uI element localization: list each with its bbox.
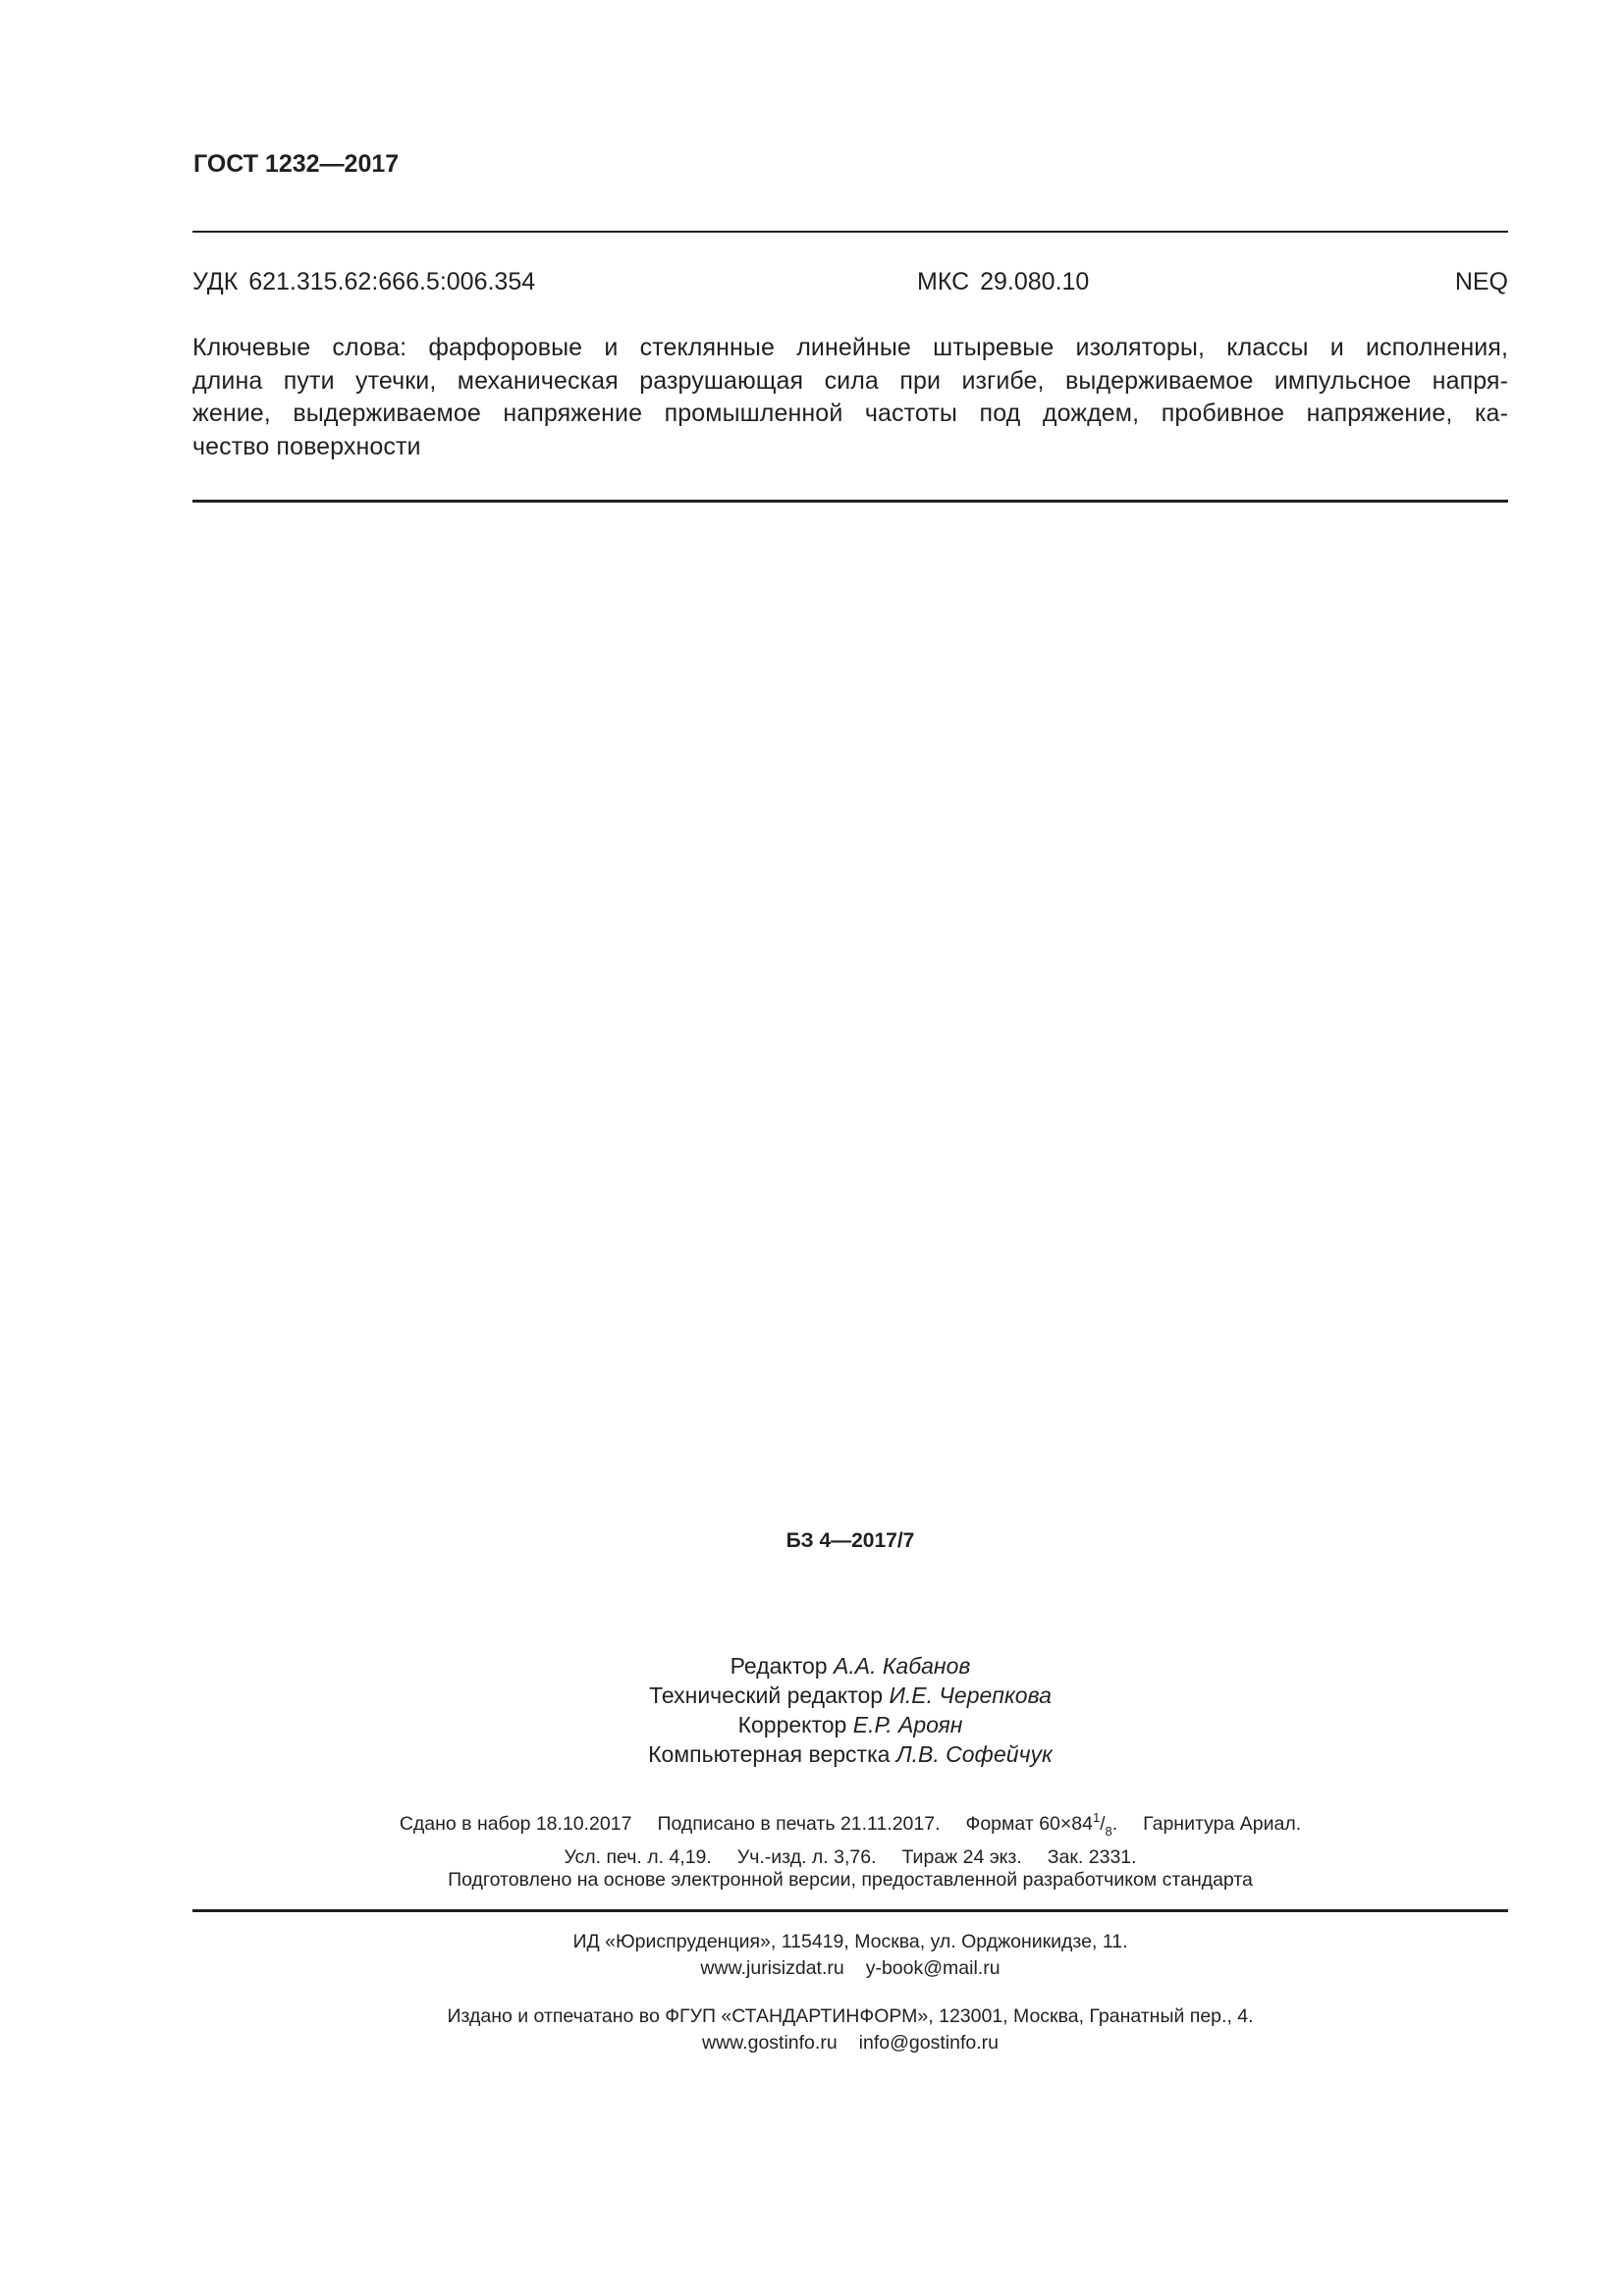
- udk-code: УДК 621.315.62:666.5:006.354: [192, 268, 536, 295]
- credit-role: Технический редактор: [649, 1682, 884, 1708]
- credit-name: Л.В. Софейчук: [895, 1741, 1053, 1767]
- format-prefix: Формат 60×84: [965, 1813, 1093, 1835]
- publisher-email-link[interactable]: y-book@mail.ru: [865, 1957, 1001, 1979]
- bz-number: БЗ 4—2017/7: [785, 1529, 915, 1552]
- format-suffix: .: [1111, 1813, 1118, 1835]
- neq-label: NEQ: [1454, 268, 1508, 295]
- printer-website-link[interactable]: www.gostinfo.ru: [702, 2032, 838, 2054]
- classification-row: [192, 267, 1508, 296]
- keywords-line: Ключевые слова: фарфоровые и стеклянные линейные штыревые изоляторы, классы и исполнения,: [192, 334, 1508, 361]
- typeface: Гарнитура Ариал.: [1143, 1813, 1302, 1835]
- print-info-line-1: [192, 1804, 1508, 1844]
- format-denominator: 8: [1105, 1824, 1112, 1839]
- keywords-line: длина пути утечки, механическая разрушающая сила при изгибе, выдерживаемое импульсное напря-: [192, 366, 1508, 395]
- credit-role: Корректор: [737, 1712, 847, 1737]
- credit-layout: [192, 1739, 1508, 1769]
- order-number: Зак. 2331.: [1047, 1846, 1137, 1868]
- document-title: ГОСТ 1232—2017: [193, 150, 400, 178]
- mks-code: МКС 29.080.10: [917, 268, 1090, 295]
- publisher-address: ИД «Юриспруденция», 115419, Москва, ул. Орджоникидзе, 11.: [572, 1931, 1128, 1952]
- credit-name: И.Е. Черепкова: [889, 1682, 1052, 1708]
- keywords-divider: [192, 500, 1508, 503]
- credit-tech-editor: [192, 1681, 1508, 1710]
- submitted-date: Сдано в набор 18.10.2017: [399, 1813, 632, 1835]
- publisher-website-link[interactable]: www.jurisizdat.ru: [700, 1957, 844, 1979]
- printer-email-link[interactable]: info@gostinfo.ru: [858, 2032, 999, 2054]
- printer-block: [192, 2003, 1508, 2056]
- keywords-paragraph: [192, 332, 1508, 463]
- paper-format: [965, 1810, 1118, 1839]
- credit-editor: [192, 1651, 1508, 1681]
- circulation: Тираж 24 экз.: [901, 1846, 1022, 1868]
- credit-role: Компьютерная верстка: [648, 1741, 891, 1767]
- header-divider: [192, 231, 1508, 233]
- format-numerator: 1: [1092, 1810, 1101, 1825]
- credit-name: Е.Р. Ароян: [852, 1712, 963, 1737]
- credit-proofreader: [192, 1710, 1508, 1739]
- signed-date: Подписано в печать 21.11.2017.: [657, 1813, 941, 1835]
- footer-divider: [192, 1909, 1508, 1912]
- keywords-line: жение, выдерживаемое напряжение промышленной частоты под дождем, пробивное напряжение, ка-: [192, 400, 1508, 427]
- publisher-contacts: [192, 1955, 1508, 1982]
- print-info: [192, 1804, 1508, 1871]
- printer-contacts: [192, 2030, 1508, 2056]
- credits-block: [192, 1651, 1508, 1769]
- publish-sheets: Уч.-изд. л. 3,76.: [736, 1846, 877, 1868]
- credit-name: А.А. Кабанов: [834, 1653, 971, 1679]
- format-slash: /: [1100, 1814, 1106, 1835]
- credit-role: Редактор: [730, 1653, 828, 1679]
- prepared-note: Подготовлено на основе электронной версии, предоставленной разработчиком стандарта: [448, 1869, 1253, 1891]
- publisher-block: [192, 1929, 1508, 1982]
- printer-address: Издано и отпечатано во ФГУП «СТАНДАРТИНФОРМ», 123001, Москва, Гранатный пер., 4.: [447, 2005, 1254, 2027]
- print-sheets: Усл. печ. л. 4,19.: [564, 1846, 712, 1868]
- keywords-line: чество поверхности: [192, 432, 421, 460]
